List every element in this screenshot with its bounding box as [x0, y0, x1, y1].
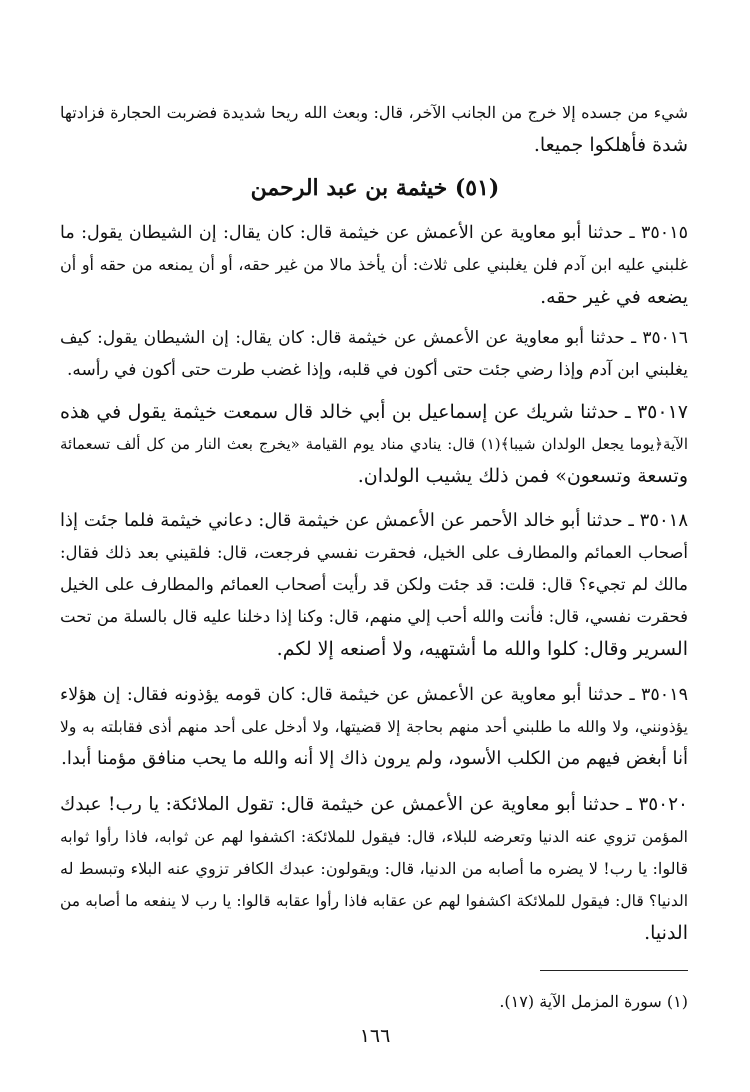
intro-line-1: شيء من جسده إلا خرج من الجانب الآخر، قال: وبعث الله ريحا شديدة فضربت الحجارة فزادتها [60, 103, 688, 122]
entry-35017-line-1: ٣٥٠١٧ ـ حدثنا شريك عن إسماعيل بن أبي خالد قال سمعت خيثمة يقول في هذه [60, 401, 688, 423]
entry-35019-line-2: يؤذونني، ولا والله ما طلبني أحد منهم بحاجة إلا قضيتها، ولا أدخل على أحد منهم أذى فقابلته به ولا [60, 718, 688, 736]
page-number: ١٦٦ [359, 1025, 391, 1047]
entry-35017-line-2: الآية﴿يوما يجعل الولدان شيبا﴾(١) قال: ينادي مناد يوم القيامة «يخرج بعث النار من كل ألف تسعمائة [60, 435, 688, 453]
entry-35019-line-1: ٣٥٠١٩ ـ حدثنا أبو معاوية عن الأعمش عن خيثمة قال: كان قومه يؤذونه فقال: إن هؤلاء [60, 685, 688, 705]
entry-35020-line-2: المؤمن تزوي عنه الدنيا وتعرضه للبلاء، قال: فيقول للملائكة: اكشفوا لهم عن ثوابه، فاذا رأوا ثوابه [60, 828, 688, 846]
footnote-divider [540, 970, 688, 971]
entry-35018-line-1: ٣٥٠١٨ ـ حدثنا أبو خالد الأحمر عن الأعمش عن خيثمة قال: دعاني خيثمة فلما جئت إذا [60, 510, 688, 531]
entry-35019-line-3: أنا أبغض فيهم من الكلب الأسود، ولم يرون ذاك إلا أنه والله ما يحب منافق مؤمنا أبدا. [61, 748, 688, 769]
entry-35018-line-4: فحقرت نفسي، قال: فأنت والله أحب إلي منهم، قال: وكنا إذا دخلنا عليه قال بالسلة من تحت [60, 607, 688, 626]
entry-35016-line-1: ٣٥٠١٦ ـ حدثنا أبو معاوية عن الأعمش عن خيثمة قال: كان يقال: إن الشيطان يقول: كيف [60, 328, 688, 348]
intro-line-2: شدة فأهلكوا جميعا. [533, 134, 688, 156]
entry-35015-line-1: ٣٥٠١٥ ـ حدثنا أبو معاوية عن الأعمش عن خيثمة قال: كان يقال: إن الشيطان يقول: ما [60, 223, 688, 243]
entry-35015-line-2: غلبني عليه ابن آدم فلن يغلبني على ثلاث: أن يأخذ مالا من غير حقه، أو أن يمنعه من حقه أو أن [60, 255, 688, 274]
entry-35018-line-5: السرير وقال: كلوا والله ما أشتهيه، ولا أصنعه إلا لكم. [276, 638, 688, 660]
entry-35018-line-2: أصحاب العمائم والمطارف على الخيل، فحقرت نفسي فرجعت، قال: فلقيني بعد ذلك فقال: [60, 543, 688, 562]
entry-35018-line-3: مالك لم تجيء؟ قال: قلت: قد جئت ولكن قد رأيت أصحاب العمائم والمطارف على الخيل [60, 575, 688, 595]
entry-35017-line-3: وتسعة وتسعون» فمن ذلك يشيب الولدان. [357, 465, 688, 487]
entry-35020-line-4: الدنيا؟ قال: فيقول للملائكة اكشفوا لهم عن عقابه فاذا رأوا عقابه قالوا: يا رب لا ينفعه ما أصابه من [60, 892, 688, 910]
entry-35016-line-2: يغلبني ابن آدم وإذا رضي جئت حتى أكون في قلبه، وإذا غضب طرت حتى أكون في رأسه. [66, 360, 688, 380]
entry-35020-line-3: قالوا: يا رب! لا يضره ما أصابه من الدنيا، قال: ويقولون: عبدك الكافر تزوي عنه البلاء وتبسط له [60, 859, 688, 878]
entry-35020-line-5: الدنيا. [644, 922, 688, 944]
entry-35020-line-1: ٣٥٠٢٠ ـ حدثنا أبو معاوية عن الأعمش عن خيثمة قال: تقول الملائكة: يا رب! عبدك [60, 794, 688, 815]
entry-35015-line-3: يضعه في غير حقه. [540, 286, 688, 308]
section-heading: (٥١) خيثمة بن عبد الرحمن [250, 175, 500, 201]
footnote: (١) سورة المزمل الآية (١٧). [499, 992, 688, 1011]
